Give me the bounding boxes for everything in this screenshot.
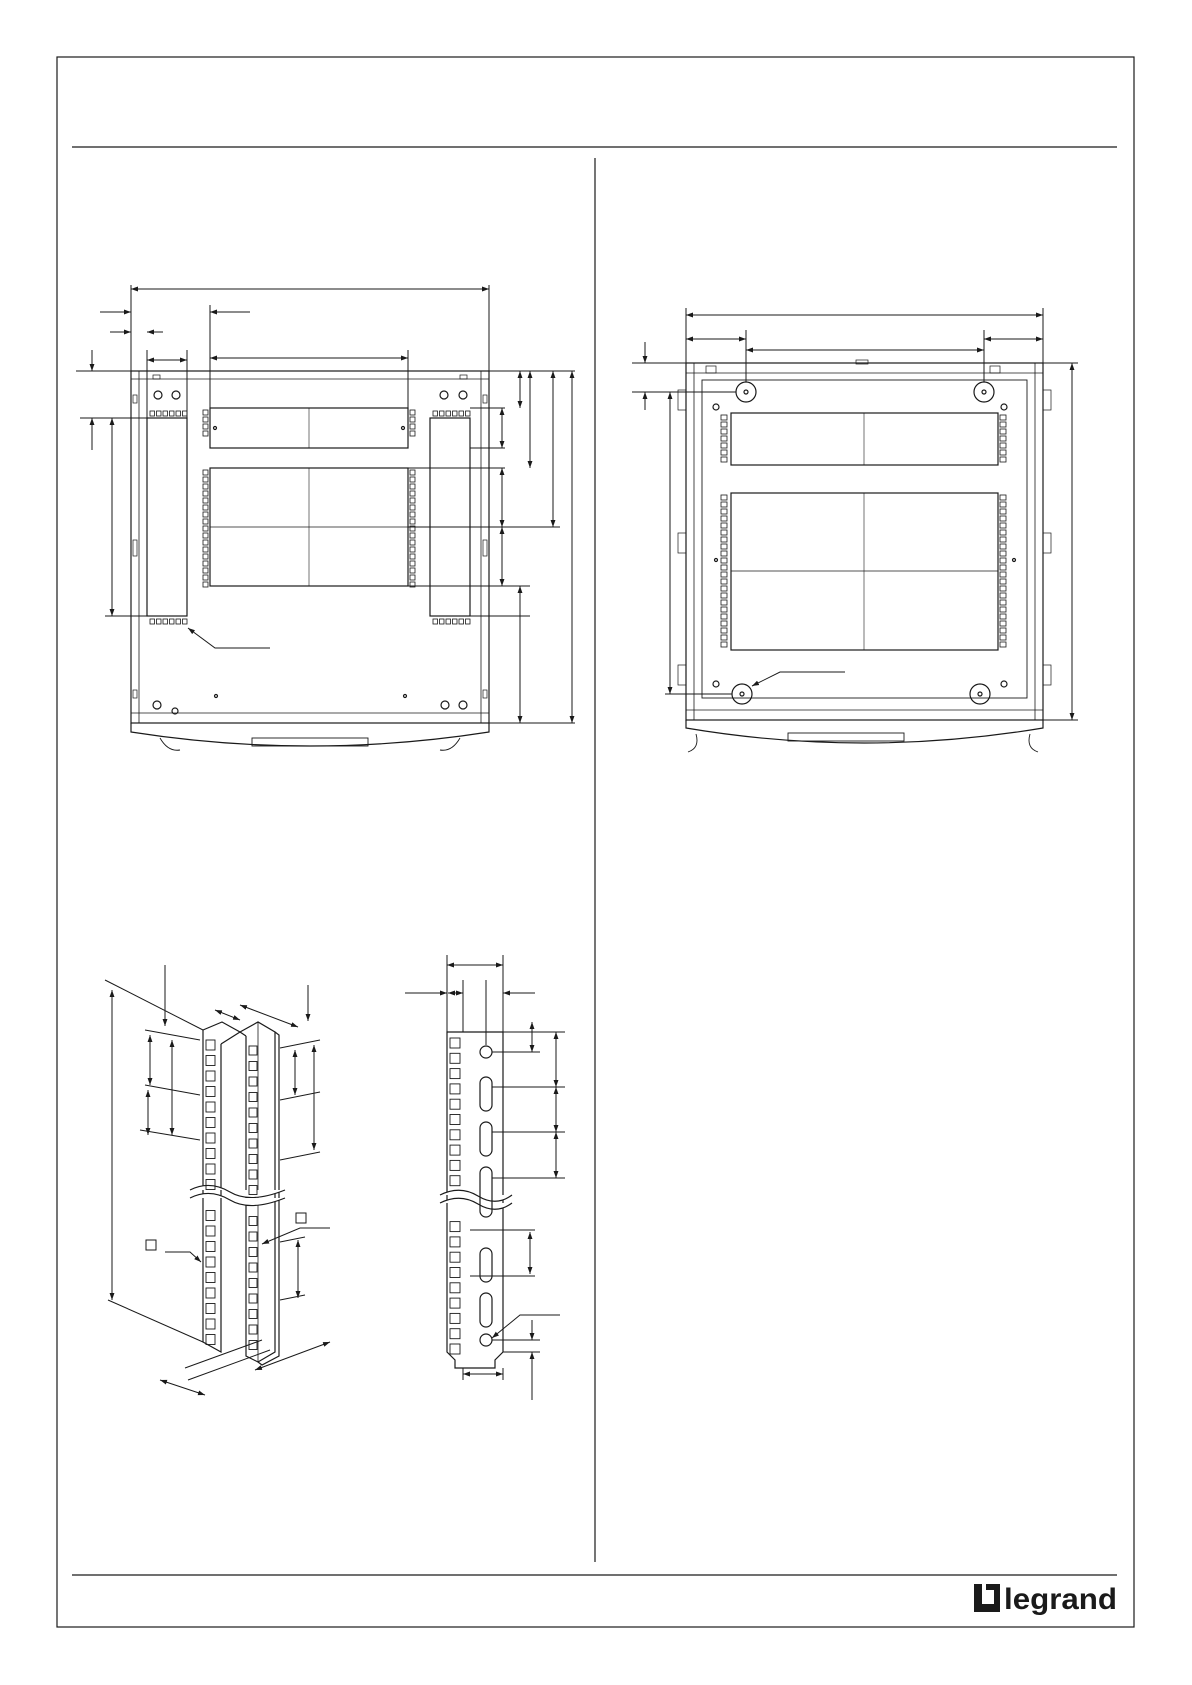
square-hole [440, 411, 445, 416]
square-hole [433, 411, 438, 416]
square-hole [721, 635, 727, 640]
rail-square-hole [249, 1124, 257, 1133]
rail-square-hole [206, 1102, 215, 1112]
square-hole [176, 619, 181, 624]
rail-square-hole [249, 1155, 257, 1164]
square-hole [459, 619, 464, 624]
square-hole [203, 575, 208, 580]
square-hole [203, 519, 208, 524]
square-hole [203, 498, 208, 503]
square-hole [433, 619, 438, 624]
square-hole [721, 436, 727, 441]
square-hole [721, 621, 727, 626]
square-hole [410, 568, 415, 573]
square-hole [203, 512, 208, 517]
rail-square-hole [450, 1160, 460, 1170]
rail-square-hole [450, 1099, 460, 1109]
rail-square-hole [249, 1248, 257, 1257]
rail-square-hole [450, 1237, 460, 1247]
rail-square-hole [206, 1319, 215, 1329]
square-hole [410, 410, 415, 415]
square-hole [1000, 558, 1006, 563]
square-hole [203, 410, 208, 415]
square-hole [721, 509, 727, 514]
square-hole [721, 607, 727, 612]
square-hole [721, 450, 727, 455]
square-hole [410, 554, 415, 559]
square-hole [150, 619, 155, 624]
square-hole [446, 619, 451, 624]
square-hole [721, 443, 727, 448]
rail-square-hole [206, 1226, 215, 1236]
square-hole [1000, 429, 1006, 434]
square-hole [466, 619, 471, 624]
square-hole [721, 502, 727, 507]
square-hole [157, 619, 162, 624]
rail-square-hole [450, 1283, 460, 1293]
square-hole [721, 579, 727, 584]
square-hole [410, 512, 415, 517]
square-hole [1000, 621, 1006, 626]
rail-square-hole [206, 1211, 215, 1221]
square-hole [410, 519, 415, 524]
square-hole [410, 498, 415, 503]
rail-square-hole [450, 1069, 460, 1079]
top-view-drawing [131, 371, 489, 750]
rail-square-hole [450, 1268, 460, 1278]
rail-square-hole [249, 1139, 257, 1148]
rail-square-hole [450, 1252, 460, 1262]
square-hole [170, 619, 175, 624]
square-hole [1000, 628, 1006, 633]
rail-square-hole [249, 1294, 257, 1303]
rail-square-hole [206, 1040, 215, 1050]
rail-square-hole [206, 1242, 215, 1252]
square-hole [721, 558, 727, 563]
rail-front-drawing [440, 1032, 512, 1368]
square-hole [203, 417, 208, 422]
square-hole [183, 619, 188, 624]
rail-square-hole [450, 1038, 460, 1048]
rail-square-hole [450, 1084, 460, 1094]
square-hole [1000, 635, 1006, 640]
square-hole [1000, 579, 1006, 584]
square-hole [183, 411, 188, 416]
square-hole [721, 537, 727, 542]
square-hole [1000, 544, 1006, 549]
square-hole [203, 470, 208, 475]
square-hole [176, 411, 181, 416]
square-hole [410, 533, 415, 538]
square-hole [157, 411, 162, 416]
square-hole [446, 411, 451, 416]
rail-square-hole [249, 1263, 257, 1272]
square-hole [721, 516, 727, 521]
rail-perspective-drawing [190, 1022, 285, 1365]
rail-square-hole [249, 1170, 257, 1179]
bottom-view-dimensions [632, 308, 1078, 720]
square-hole [721, 593, 727, 598]
square-hole [721, 565, 727, 570]
square-hole [1000, 523, 1006, 528]
square-hole [410, 547, 415, 552]
rail-square-hole [450, 1115, 460, 1125]
square-hole [203, 505, 208, 510]
square-hole [203, 484, 208, 489]
legrand-logo-mark [974, 1584, 1000, 1612]
square-hole [459, 411, 464, 416]
rail-square-hole [450, 1298, 460, 1308]
rail-square-hole [450, 1176, 460, 1186]
rail-front-dimensions [405, 955, 565, 1400]
square-hole [1000, 572, 1006, 577]
bottom-view-drawing [678, 360, 1051, 752]
square-hole [203, 477, 208, 482]
rail-square-hole [206, 1273, 215, 1283]
rail-square-hole [249, 1279, 257, 1288]
square-hole [410, 575, 415, 580]
rail-square-hole [206, 1288, 215, 1298]
square-hole [721, 572, 727, 577]
square-marker-right [296, 1213, 306, 1223]
square-hole [721, 614, 727, 619]
square-hole [203, 561, 208, 566]
rail-square-hole [206, 1164, 215, 1174]
square-hole [721, 457, 727, 462]
square-hole [721, 551, 727, 556]
square-hole [203, 533, 208, 538]
rail-square-hole [206, 1335, 215, 1345]
rail-square-hole [206, 1304, 215, 1314]
rail-square-hole [206, 1257, 215, 1267]
square-hole [203, 424, 208, 429]
rail-square-hole [450, 1130, 460, 1140]
square-hole [466, 411, 471, 416]
square-hole [1000, 551, 1006, 556]
square-hole [1000, 600, 1006, 605]
square-hole [203, 554, 208, 559]
rail-square-hole [450, 1222, 460, 1232]
rail-square-hole [249, 1325, 257, 1334]
square-hole [1000, 422, 1006, 427]
square-hole [721, 628, 727, 633]
square-hole [721, 544, 727, 549]
rail-square-hole [206, 1087, 215, 1097]
square-hole [203, 526, 208, 531]
rail-square-hole [249, 1217, 257, 1226]
square-hole [721, 495, 727, 500]
legrand-logo-text: legrand [1004, 1583, 1117, 1616]
square-hole [721, 422, 727, 427]
square-hole [1000, 565, 1006, 570]
rail-square-hole [249, 1046, 257, 1055]
square-hole [1000, 516, 1006, 521]
rail-front-holes [450, 1038, 460, 1354]
rail-square-hole [249, 1093, 257, 1102]
square-hole [410, 417, 415, 422]
square-marker-left [146, 1240, 156, 1250]
legrand-logo [974, 1583, 1117, 1616]
square-hole [1000, 495, 1006, 500]
square-hole [410, 484, 415, 489]
square-hole [410, 424, 415, 429]
rail-square-hole [206, 1149, 215, 1159]
square-hole [410, 491, 415, 496]
square-hole [203, 431, 208, 436]
square-hole [1000, 436, 1006, 441]
square-hole [721, 642, 727, 647]
square-hole [410, 561, 415, 566]
square-hole [203, 540, 208, 545]
square-hole [1000, 537, 1006, 542]
bottom-view-square-holes [721, 415, 1006, 647]
square-hole [203, 491, 208, 496]
square-hole [1000, 457, 1006, 462]
square-hole [1000, 509, 1006, 514]
rail-perspective-dimensions [105, 965, 330, 1395]
square-hole [1000, 607, 1006, 612]
square-hole [453, 619, 458, 624]
square-hole [721, 530, 727, 535]
square-hole [170, 411, 175, 416]
square-hole [1000, 614, 1006, 619]
rail-square-hole [249, 1077, 257, 1086]
rail-square-hole [450, 1329, 460, 1339]
square-hole [1000, 443, 1006, 448]
rail-square-hole [206, 1071, 215, 1081]
rail-square-hole [450, 1344, 460, 1354]
rail-square-hole [249, 1108, 257, 1117]
square-hole [203, 547, 208, 552]
square-hole [410, 505, 415, 510]
square-hole [1000, 502, 1006, 507]
square-hole [163, 411, 168, 416]
square-hole [721, 600, 727, 605]
square-hole [410, 477, 415, 482]
rail-square-hole [450, 1313, 460, 1323]
square-hole [203, 568, 208, 573]
square-hole [721, 415, 727, 420]
square-hole [410, 540, 415, 545]
rail-square-hole [206, 1133, 215, 1143]
rail-square-hole [249, 1232, 257, 1241]
square-hole [1000, 642, 1006, 647]
square-hole [150, 411, 155, 416]
square-hole [1000, 530, 1006, 535]
rail-square-hole [249, 1310, 257, 1319]
top-view-dimensions [76, 285, 575, 723]
square-hole [721, 429, 727, 434]
square-hole [163, 619, 168, 624]
rail-square-hole [206, 1056, 215, 1066]
square-hole [721, 523, 727, 528]
square-hole [1000, 586, 1006, 591]
square-hole [410, 431, 415, 436]
square-hole [1000, 415, 1006, 420]
square-hole [453, 411, 458, 416]
rail-square-hole [450, 1053, 460, 1063]
top-view-square-holes [150, 410, 470, 624]
square-hole [1000, 593, 1006, 598]
rail-square-hole [206, 1118, 215, 1128]
rail-square-hole [450, 1145, 460, 1155]
square-hole [721, 586, 727, 591]
square-hole [1000, 450, 1006, 455]
square-hole [203, 582, 208, 587]
square-hole [440, 619, 445, 624]
square-hole [410, 470, 415, 475]
rail-square-hole [249, 1062, 257, 1071]
